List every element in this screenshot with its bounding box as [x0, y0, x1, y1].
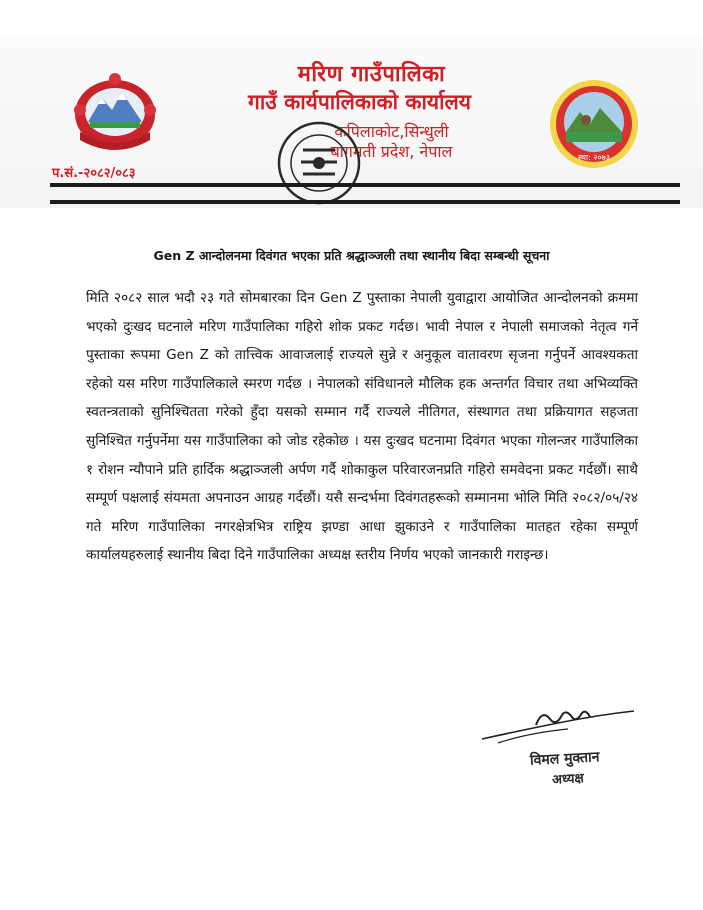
reference-number: प.सं.-२०८२/०८३: [52, 166, 136, 181]
signature-mark: [478, 703, 638, 751]
office-stamp: [273, 118, 365, 208]
header-rule-bottom: [50, 200, 680, 204]
office-province: बागमती प्रदेश, नेपाल: [330, 142, 453, 161]
notice-body: मिति २०८२ साल भदौ २३ गते सोमबारका दिन Gen Z पुस्ताका नेपाली युवाद्वारा आयोजित आन्दोलनको क्रममा भएको दुःखद घटनाले मरिण गाउँपालिका गहिरो शोक प्रकट गर्दछ। भावी नेपाल र नेपाली समाजको नेतृत्व गर्ने पुस्ताका रूपमा Gen Z को तात्त्विक आवाजलाई राज्यले सुन्ने र अनुकूल वातावरण सृजना गर्नुपर्ने आवश्यकता रहेको यस मरिण गाउँपालिकाले स्मरण गर्दछ । नेपालको संविधानले मौलिक हक अन्तर्गत विचार तथा अभिव्यक्ति स्वतन्त्रताको सुनिश्चितता गरेको हुँदा यसको सम्मान गर्दै राज्यले नीतिगत, संस्थागत तथा प्रक्रियागत सहजता सुनिश्चित गर्नुपर्नेमा यस गाउँपालिका को जोड रहेकोछ । यस दुःखद घटनामा दिवंगत भएका गोलन्जर गाउँपालिका १ रोशन न्यौपाने प्रति हार्दिक श्रद्धाञ्जली अर्पण गर्दै शोकाकुल परिवारजनप्रति गहिरो समवेदना प्रकट गर्दछौं। साथै सम्पूर्ण पक्षलाई संयमता अपनाउन आग्रह गर्दछौं। यसै सन्दर्भमा दिवंगतहरूको सम्मानमा भोलि मिति २०८२/०५/२४ गते मरिण गाउँपालिका नगरक्षेत्रभित्र राष्ट्रिय झण्डा आधा झुकाउने र गाउँपालिका मातहत रहेका सम्पूर्ण कार्यालयहरुलाई स्थानीय बिदा दिने गाउँपालिका अध्यक्ष स्तरीय निर्णय भएको जानकारी गराइन्छ।: [86, 290, 638, 564]
signatory-name: विमल मुक्तान: [529, 749, 600, 769]
office-name: गाउँ कार्यपालिकाको कार्यालय: [248, 90, 471, 114]
seal-year-text: स्था: २०७३: [577, 153, 611, 162]
header-rule-top: [50, 183, 680, 187]
office-location: कपिलाकोट,सिन्धुली: [334, 122, 449, 141]
notice-subject: Gen Z आन्दोलनमा दिवंगत भएका प्रति श्रद्धाञ्जली तथा स्थानीय बिदा सम्बन्धी सूचना: [153, 248, 550, 263]
org-name: मरिण गाउँपालिका: [297, 62, 446, 87]
signatory-title: अध्यक्ष: [551, 771, 585, 788]
